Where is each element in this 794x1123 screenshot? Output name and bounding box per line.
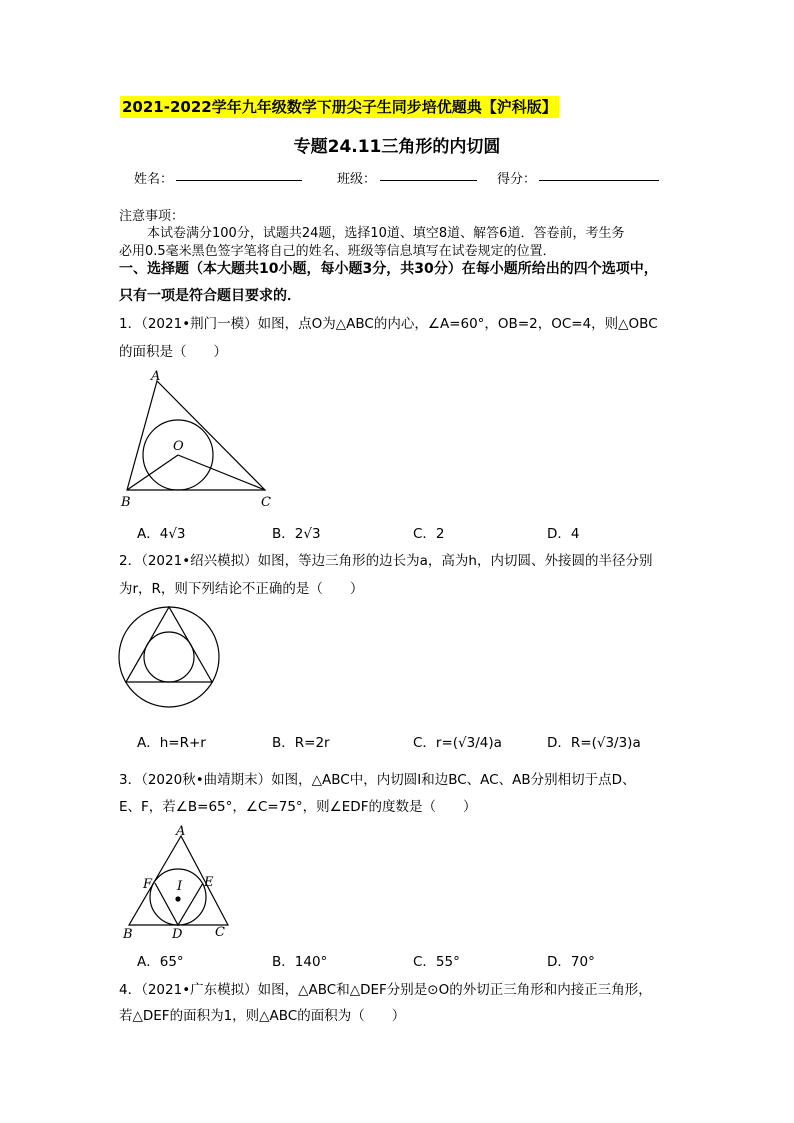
question-2-line-2: 为r，R，则下列结论不正确的是（ ） <box>119 581 364 597</box>
equilateral-triangle <box>126 607 212 682</box>
q3-option-d[interactable]: D．70° <box>547 954 595 970</box>
question-3-line-1: 3．（2020秋•曲靖期末）如图，△ABC中，内切圆I和边BC、AC、AB分别相切于点D、 <box>119 772 636 788</box>
q1-option-b[interactable]: B．2√3 <box>272 526 321 542</box>
figure-1-incircle <box>115 368 285 513</box>
q2-option-c[interactable]: C．r=(√3/4)a <box>413 735 502 751</box>
question-1-line-2: 的面积是（ ） <box>119 344 227 360</box>
incircle <box>144 632 194 682</box>
question-3-line-2: E、F，若∠B=65°，∠C=75°，则∠EDF的度数是（ ） <box>119 799 477 815</box>
q1-option-d[interactable]: D．4 <box>547 526 580 542</box>
section-heading-1: 一、选择题（本大题共10小题，每小题3分，共30分）在每小题所给出的四个选项中， <box>119 261 658 277</box>
label-e: E <box>204 875 214 890</box>
question-4-line-1: 4．（2021•广东模拟）如图，△ABC和△DEF分别是⊙O的外切正三角形和内接正三角形， <box>119 982 652 998</box>
question-1-line-1: 1．（2021•荆门一模）如图，点O为△ABC的内心，∠A=60°，OB=2，OC=4，则△OBC <box>119 316 658 332</box>
q2-option-d[interactable]: D．R=(√3/3)a <box>547 735 641 751</box>
label-b: B <box>123 927 133 942</box>
section-heading-2: 只有一项是符合题目要求的． <box>119 288 301 304</box>
q2-option-b[interactable]: B．R=2r <box>272 735 330 751</box>
notice-line-1: 本试卷满分100分，试题共24题，选择10道、填空8道、解答6道．答卷前，考生务 <box>147 226 625 241</box>
name-label: 姓名： <box>134 172 174 187</box>
q1-option-c[interactable]: C．2 <box>413 526 445 542</box>
label-f: F <box>143 877 153 892</box>
label-a: A <box>176 824 186 839</box>
q2-option-a[interactable]: A．h=R+r <box>137 735 206 751</box>
label-d: D <box>172 927 183 942</box>
label-b: B <box>121 495 131 510</box>
circumcircle <box>119 607 219 707</box>
q3-option-b[interactable]: B．140° <box>272 954 328 970</box>
score-label: 得分： <box>497 172 537 187</box>
figure-3-incircle <box>115 822 235 942</box>
header-banner: 2021-2022学年九年级数学下册尖子生同步培优题典【沪科版】 <box>122 98 557 116</box>
q3-option-c[interactable]: C．55° <box>413 954 460 970</box>
page-title: 专题24.11三角形的内切圆 <box>293 137 501 157</box>
q1-option-a[interactable]: A．4√3 <box>137 526 186 542</box>
label-c: C <box>215 925 225 940</box>
incenter-dot <box>175 896 180 901</box>
notice-heading: 注意事项： <box>119 209 185 224</box>
figure-2-circles <box>115 602 225 712</box>
question-4-line-2: 若△DEF的面积为1，则△ABC的面积为（ ） <box>119 1008 406 1024</box>
segment-oc <box>178 455 265 490</box>
label-o: O <box>173 439 184 454</box>
name-blank[interactable] <box>176 180 302 181</box>
class-blank[interactable] <box>380 180 477 181</box>
class-label: 班级： <box>337 172 377 187</box>
label-c: C <box>261 495 271 510</box>
question-2-line-1: 2．（2021•绍兴模拟）如图，等边三角形的边长为a，高为h，内切圆、外接圆的半径分别 <box>119 553 653 569</box>
label-a: A <box>151 369 161 384</box>
notice-line-2: 必用0.5毫米黑色签字笔将自己的姓名、班级等信息填写在试卷规定的位置． <box>119 244 556 259</box>
q3-option-a[interactable]: A．65° <box>137 954 184 970</box>
score-blank[interactable] <box>539 180 659 181</box>
label-i: I <box>177 879 183 894</box>
